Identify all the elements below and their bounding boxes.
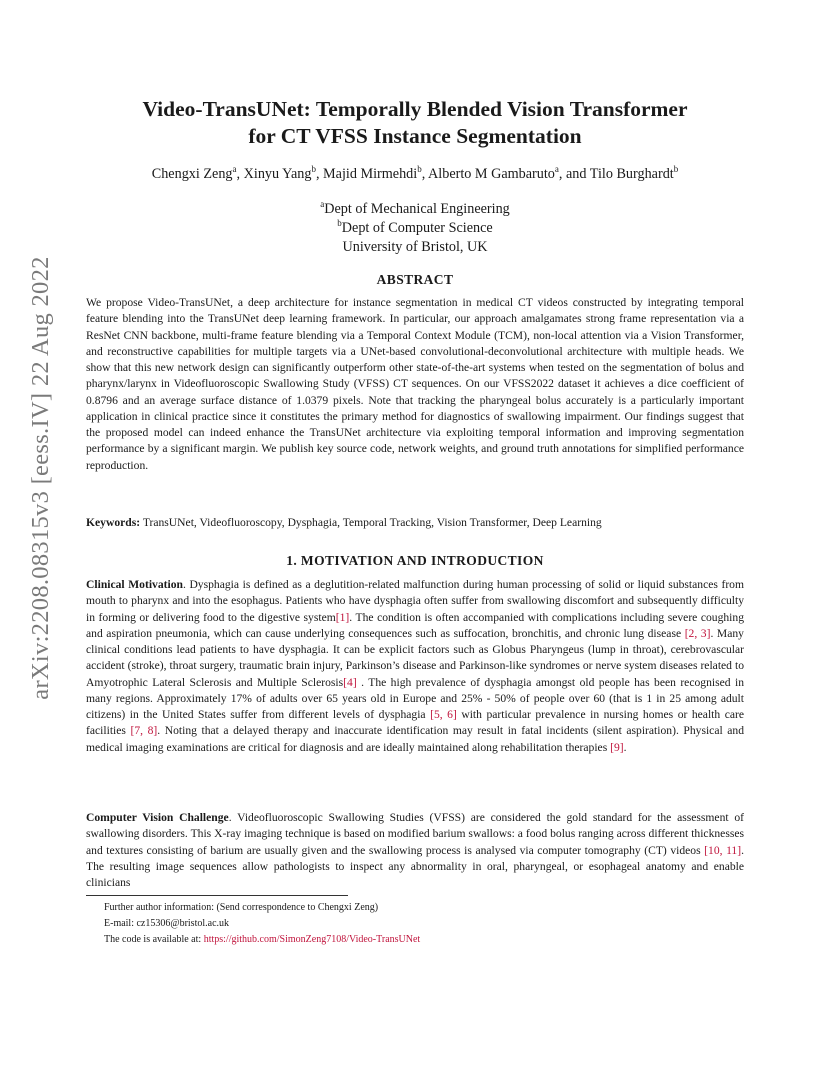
paragraph-text: . The resulting image sequences allow pathologists to inspect any abnormality in oral, pharyngeal, or esophageal anatomy and enable clinicians <box>86 843 744 889</box>
affiliation-text: Dept of Computer Science <box>341 220 493 236</box>
author-list <box>86 166 744 183</box>
affiliation-mark: b <box>337 218 342 228</box>
paragraph-text: . <box>623 740 627 754</box>
author-affiliation-mark: a <box>232 164 237 174</box>
paragraph-text: . Many clinical conditions lead patients to have dysphagia. It can be explicit factors such as Globus Pharyngeus (lump in throat), cerebrovascular accident (stroke), throat surgery, traumatic brain injury, Parkinson’s disease and Parkinson-like syndromes or nerve system diseases related to Amyotrophic Lateral Sclerosis and Multiple Sclerosis <box>86 626 744 689</box>
affiliations <box>86 200 744 257</box>
title-line-2: for CT VFSS Instance Segmentation <box>248 124 582 148</box>
paragraph-text: . Videofluoroscopic Swallowing Studies (VFSS) are considered the gold standard for the assessment of swallowing disorders. This X-ray imaging technique is based on modified barium swallows: a food bolus ranging across different thicknesses and textures consisting of barium are usually given and the swallowing process is analysed via computer tomography (CT) videos <box>86 811 744 857</box>
author-affiliation-mark: b <box>417 164 422 174</box>
footnote-code-prefix: The code is available at: <box>104 934 204 945</box>
author-separator: , and <box>558 166 590 182</box>
affiliation-text: University of Bristol, UK <box>342 239 488 255</box>
paragraph-text: . The condition is often accompanied with complications including severe coughing and aspiration pneumonia, which can cause underlying consequences such as suffocation, bronchitis, and chronic lung disease <box>86 610 745 640</box>
abstract-text: We propose Video-TransUNet, a deep architecture for instance segmentation in medical CT videos constructed by integrating temporal feature blending into the TransUNet deep learning framework. In particular, our approach amalgamates strong frame representation via a ResNet CNN backbone, multi-frame feature blending via a Temporal Context Module (TCM), non-local attention via a Vision Transformer, and reconstructive capabilities for multiple targets via a UNet-based convolutional-deconvolutional architecture with multiple heads. We show that this new network design can significantly outperform other state-of-the-art systems when tested on the segmentation of bolus and pharynx/larynx in Videofluoroscopic Swallowing Study (VFSS) CT sequences. On our VFSS2022 dataset it achieves a dice coefficient of 0.8796 and an average surface distance of 1.0379 pixels. Note that tracking the pharyngeal bolus accurately is a particularly important application in clinical practice since it constitutes the primary method for diagnostics of swallowing impairment. Our findings suggest that the proposed model can indeed enhance the TransUNet architecture via exploiting temporal information and improving segmentation performance by a significant margin. We publish key source code, network weights, and ground truth annotations for simplified performance reproduction. <box>86 296 744 472</box>
footnote-rule <box>86 895 348 896</box>
author-separator: , <box>315 166 324 182</box>
citation-link[interactable]: [9] <box>610 740 624 754</box>
abstract-heading: ABSTRACT <box>376 272 454 287</box>
paragraph-text: . Noting that a delayed therapy and inaccurate identification may result in fatal incidents (silent aspiration). Physical and medical imaging examinations are critical for diagnosis and are ideally maintained along rehabilitation therapies <box>86 724 744 754</box>
footnote-code <box>104 932 744 948</box>
title-line-1: Video-TransUNet: Temporally Blended Vision Transformer <box>142 97 688 121</box>
affiliation-mark: a <box>320 199 325 209</box>
author-name: Majid Mirmehdi <box>323 166 418 182</box>
paragraph-lead: Computer Vision Challenge <box>86 811 229 824</box>
affiliation-line <box>86 219 744 238</box>
citation-link[interactable]: [4] <box>343 675 357 689</box>
author-affiliation-mark: b <box>311 164 316 174</box>
paragraph-text: . Dysphagia is defined as a deglutition-related malfunction during human processing of solid or liquid substances from mouth to pharynx and into the esophagus. Patients who have dysphagia often suffer from swallowing discomfort and subsequently difficulty in forming or delivering food to the digestive system <box>86 578 744 624</box>
citation-link[interactable]: [7, 8] <box>130 724 158 738</box>
keywords-label: Keywords: <box>86 516 141 529</box>
author-name: Xinyu Yang <box>243 166 312 182</box>
paragraph-text: . The high prevalence of dysphagia amongst old people has been recognised in many regions. Approximately 17% of adults over 65 years old in Europe and 25% - 50% of people over 60 (that is 1 in 25 among adult citizens) in the United States suffer from different levels of dysphagia <box>86 675 744 721</box>
author-name: Tilo Burghardt <box>589 166 674 182</box>
paragraph-text: with particular prevalence in nursing homes or health care facilities <box>86 708 745 738</box>
citation-link[interactable]: [10, 11] <box>704 843 742 857</box>
author-separator: , <box>421 166 429 182</box>
paper-title <box>86 96 744 150</box>
affiliation-line <box>86 238 744 257</box>
footnotes <box>104 900 744 948</box>
section-heading: 1. MOTIVATION AND INTRODUCTION <box>286 553 544 568</box>
affiliation-text: Dept of Mechanical Engineering <box>324 201 510 217</box>
keywords-list: TransUNet, Videofluoroscopy, Dysphagia, Temporal Tracking, Vision Transformer, Deep Learning <box>142 516 602 529</box>
author-separator: , <box>236 166 244 182</box>
affiliation-line <box>86 200 744 219</box>
keywords <box>86 515 744 531</box>
citation-link[interactable]: [5, 6] <box>430 708 457 721</box>
paragraph-clinical-motivation <box>86 577 744 756</box>
citation-link[interactable]: [1] <box>335 610 350 624</box>
footnote-email: E-mail: cz15306@bristol.ac.uk <box>104 918 230 929</box>
author-affiliation-mark: a <box>554 164 559 174</box>
author-name: Chengxi Zeng <box>151 166 233 182</box>
footnote-correspondence: Further author information: (Send correspondence to Chengxi Zeng) <box>104 902 379 913</box>
paragraph-computer-vision-challenge <box>86 810 744 891</box>
citation-link[interactable]: [2, 3] <box>684 626 711 640</box>
paragraph-lead: Clinical Motivation <box>86 578 183 591</box>
author-affiliation-mark: b <box>673 164 679 174</box>
author-name: Alberto M Gambaruto <box>428 166 555 182</box>
code-link[interactable]: https://github.com/SimonZeng7108/Video-TransUNet <box>203 934 421 945</box>
arxiv-identifier: arXiv:2208.08315v3 [eess.IV] 22 Aug 2022 <box>27 255 54 700</box>
arxiv-side-label <box>22 255 60 700</box>
